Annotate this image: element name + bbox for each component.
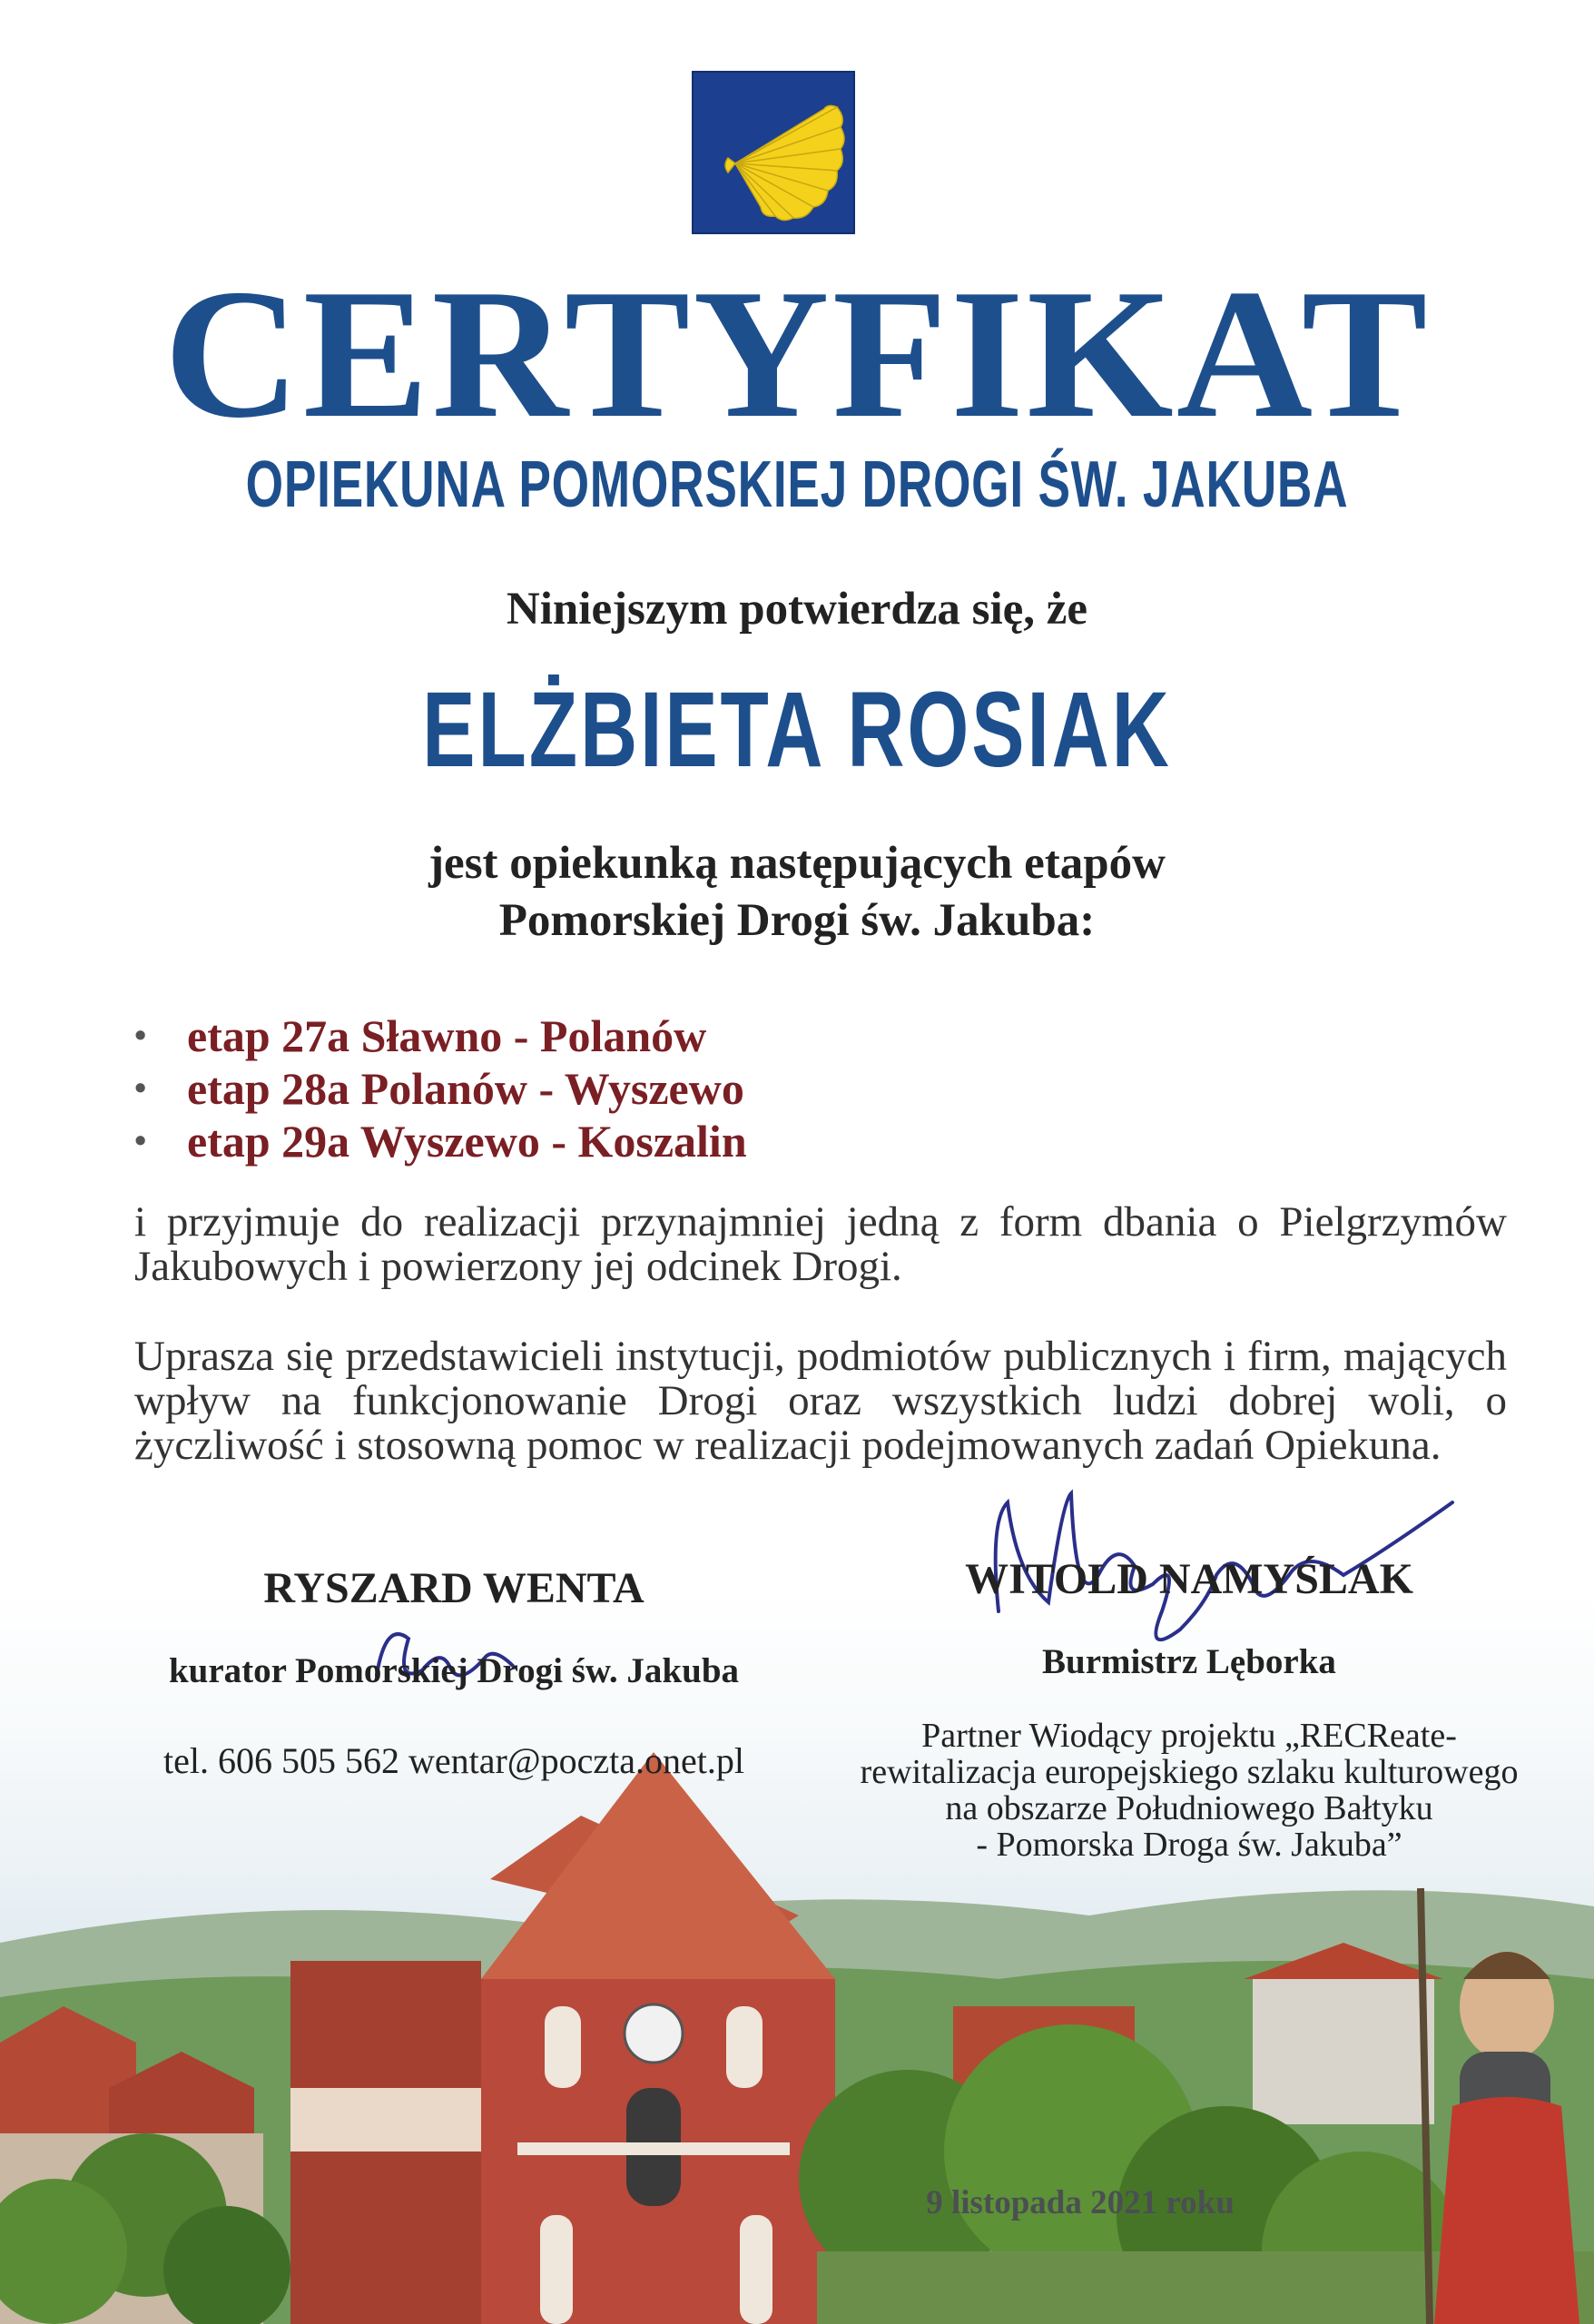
partner-note — [799, 1718, 1579, 1863]
scallop-shell-icon — [692, 71, 855, 234]
lead-line-2: Pomorskiej Drogi św. Jakuba: — [498, 895, 1096, 946]
signatory-left — [127, 1563, 781, 1783]
recipient-name: ELŻBIETA ROSIAK — [422, 670, 1172, 790]
stage-label: etap 28a Polanów - Wyszewo — [187, 1063, 744, 1114]
certificate-title: CERTYFIKAT — [163, 251, 1431, 457]
signatory-left-name: RYSZARD WENTA — [263, 1564, 644, 1612]
signatory-right-name: WITOLD NAMYŚLAK — [965, 1555, 1413, 1603]
certificate-subtitle: OPIEKUNA POMORSKIEJ DROGI ŚW. JAKUBA — [245, 448, 1349, 521]
stage-item — [134, 1115, 747, 1167]
bullet: • — [134, 1017, 147, 1055]
stage-label: etap 29a Wyszewo - Koszalin — [187, 1116, 747, 1167]
commitment-paragraph: i przyjmuje do realizacji przynajmniej jedną z form dbania o Pielgrzymów Jakubowych i powierzony jej odcinek Drogi. — [134, 1198, 1507, 1290]
intro-text: Niniejszym potwierdza się, że — [506, 584, 1088, 635]
stages-list — [134, 1009, 747, 1167]
partner-line-3: na obszarze Południowego Bałtyku — [945, 1789, 1433, 1827]
stage-label: etap 27a Sławno - Polanów — [187, 1010, 707, 1061]
scallop-shell-logo — [692, 71, 855, 234]
partner-line-2: rewitalizacja europejskiego szlaku kulturowego — [860, 1753, 1519, 1791]
signatory-right — [799, 1554, 1579, 1863]
signatory-left-role: kurator Pomorskiej Drogi św. Jakuba — [168, 1651, 740, 1690]
bullet: • — [134, 1122, 147, 1160]
lead-text — [0, 835, 1594, 950]
signatory-left-contact: tel. 606 505 562 wentar@poczta.onet.pl — [163, 1740, 744, 1781]
partner-line-1: Partner Wiodący projektu „RECReate- — [921, 1717, 1457, 1755]
issue-date: 9 listopada 2021 roku — [926, 2184, 1235, 2221]
partner-line-4: - Pomorska Droga św. Jakuba” — [976, 1826, 1402, 1864]
signatory-right-role: Burmistrz Lęborka — [1042, 1642, 1336, 1681]
stage-item — [134, 1062, 747, 1115]
stage-item — [134, 1009, 747, 1062]
lead-line-1: jest opiekunką następujących etapów — [428, 838, 1166, 889]
bullet: • — [134, 1069, 147, 1108]
request-paragraph: Uprasza się przedstawicieli instytucji, podmiotów publicznych i firm, mających wpływ na funkcjonowanie Drogi oraz wszystkich ludzi dobrej woli, o życzliwość i stosowną pomoc w realizacji podejmowanych zadań Opiekuna. — [134, 1333, 1507, 1469]
